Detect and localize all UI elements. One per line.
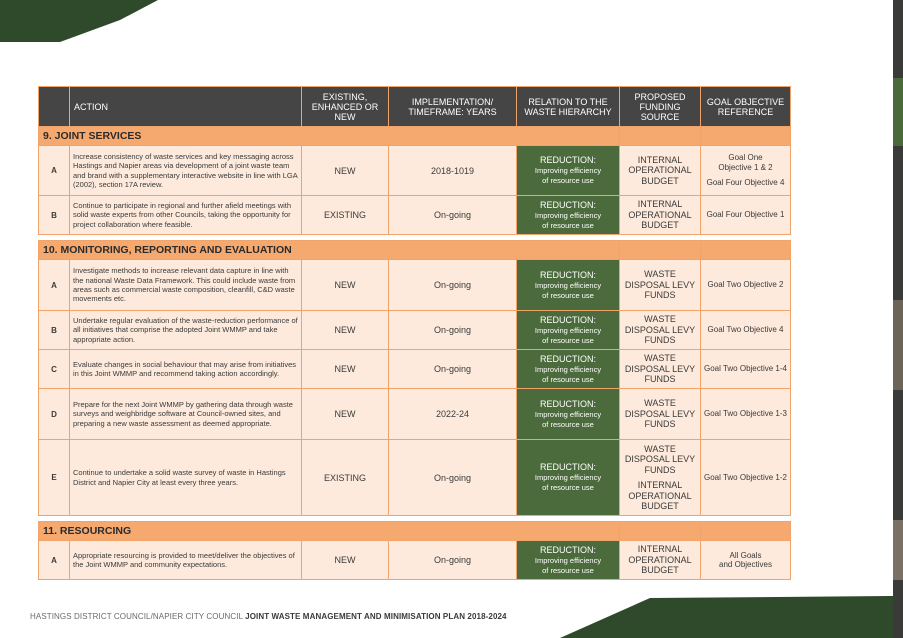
row-letter: A: [39, 260, 70, 311]
funding-source-cell: [620, 440, 701, 516]
table-row: [39, 350, 791, 389]
footer-plan-title: JOINT WASTE MANAGEMENT AND MINIMISATION PLAN 2018-2024: [245, 612, 507, 621]
cell-line: WASTE: [644, 443, 676, 454]
cell-line: WASTE: [644, 353, 676, 364]
header-letter: [39, 87, 70, 127]
waste-hierarchy-cell: [517, 350, 620, 389]
cell-line: OPERATIONAL: [628, 490, 692, 501]
action-plan-table: [38, 86, 791, 580]
header-action: ACTION: [70, 87, 302, 127]
hierarchy-line: REDUCTION:: [540, 544, 596, 555]
hierarchy-line: Improving efficiency: [534, 325, 602, 335]
hierarchy-line: of resource use: [542, 335, 594, 345]
cell-line: Objective 1 & 2: [718, 162, 773, 172]
header-implementation: IMPLEMENTATION/ TIMEFRAME: YEARS: [389, 87, 517, 127]
cell-line: INTERNAL: [637, 544, 683, 555]
cell-line: DISPOSAL LEVY: [624, 324, 696, 335]
section-fill: [620, 241, 701, 260]
hierarchy-line: REDUCTION:: [540, 398, 596, 409]
row-letter: A: [39, 146, 70, 196]
cell-line: BUDGET: [641, 501, 679, 511]
cell-line: INTERNAL: [637, 199, 683, 210]
cell-line: Goal Two Objective 4: [707, 325, 784, 335]
waste-hierarchy-cell: [517, 260, 620, 311]
row-letter: A: [39, 541, 70, 580]
table-row: [39, 196, 791, 235]
hierarchy-line: of resource use: [542, 419, 594, 429]
waste-hierarchy-cell: [517, 146, 620, 196]
section-title: 11. RESOURCING: [39, 522, 620, 541]
cell-line: FUNDS: [644, 290, 676, 301]
hierarchy-line: Improving efficiency: [534, 280, 602, 290]
hierarchy-line: REDUCTION:: [540, 199, 596, 210]
cell-line: Goal Two Objective 1-2: [703, 472, 787, 482]
hierarchy-line: Improving efficiency: [534, 409, 602, 419]
action-description: Continue to participate in regional and further afield meetings with solid waste experts from other Councils, taking the opportunity for project collaboration where feasible.: [70, 196, 302, 235]
section-fill: [701, 127, 791, 146]
goal-reference-cell: [701, 260, 791, 311]
funding-source-cell: [620, 146, 701, 196]
header-funding: PROPOSED FUNDING SOURCE: [620, 87, 701, 127]
header-existing: EXISTING, ENHANCED OR NEW: [302, 87, 389, 127]
row-letter: B: [39, 196, 70, 235]
goal-reference-cell: [701, 196, 791, 235]
page-footer: [30, 612, 507, 621]
cell-line: All Goals: [729, 550, 762, 560]
hierarchy-line: REDUCTION:: [540, 155, 596, 165]
cell-line: DISPOSAL LEVY: [624, 279, 696, 290]
status-cell: NEW: [302, 350, 389, 389]
action-description: Investigate methods to increase relevant data capture in line with the national Waste Data Framework. This could include waste from areas such as commercial waste composition, cleanfill, C&D waste movements etc.: [70, 260, 302, 311]
status-cell: NEW: [302, 389, 389, 440]
row-letter: D: [39, 389, 70, 440]
timeframe-cell: On-going: [389, 260, 517, 311]
table-row: [39, 541, 791, 580]
waste-hierarchy-cell: [517, 389, 620, 440]
funding-source-cell: [620, 541, 701, 580]
status-cell: NEW: [302, 260, 389, 311]
timeframe-cell: 2018-1019: [389, 146, 517, 196]
cell-line: Goal One: [728, 153, 763, 163]
page-edge-strip: [893, 0, 903, 638]
table-row: [39, 260, 791, 311]
row-letter: C: [39, 350, 70, 389]
hierarchy-line: REDUCTION:: [540, 269, 596, 280]
section-header-row: [39, 241, 791, 260]
cell-line: FUNDS: [644, 335, 676, 346]
section-title: 9. JOINT SERVICES: [39, 127, 620, 146]
hierarchy-line: Improving efficiency: [534, 364, 602, 374]
action-description: Undertake regular evaluation of the waste-reduction performance of all initiatives that comprise the adopted Joint WMMP and take appropriate action.: [70, 311, 302, 350]
cell-line: OPERATIONAL: [628, 554, 692, 565]
status-cell: EXISTING: [302, 440, 389, 516]
section-fill: [620, 127, 701, 146]
goal-reference-cell: [701, 389, 791, 440]
cell-line: Goal Two Objective 1-3: [703, 409, 787, 419]
cell-line: FUNDS: [644, 419, 676, 430]
cell-line: FUNDS: [644, 464, 676, 475]
funding-source-cell: [620, 350, 701, 389]
hierarchy-line: of resource use: [542, 290, 594, 300]
cell-line: DISPOSAL LEVY: [624, 408, 696, 419]
funding-source-cell: [620, 389, 701, 440]
waste-hierarchy-cell: [517, 440, 620, 516]
header-relation: RELATION TO THE WASTE HIERARCHY: [517, 87, 620, 127]
hierarchy-line: of resource use: [542, 220, 594, 230]
waste-hierarchy-cell: [517, 541, 620, 580]
footer-org: HASTINGS DISTRICT COUNCIL/NAPIER CITY COUNCIL: [30, 612, 243, 621]
timeframe-cell: On-going: [389, 541, 517, 580]
cell-line: Goal Four Objective 1: [706, 210, 785, 220]
timeframe-cell: On-going: [389, 196, 517, 235]
table-row: [39, 311, 791, 350]
hierarchy-line: of resource use: [542, 483, 594, 492]
cell-line: DISPOSAL LEVY: [624, 363, 696, 374]
goal-reference-cell: [701, 541, 791, 580]
hierarchy-line: REDUCTION:: [540, 353, 596, 364]
table-row: [39, 146, 791, 196]
cell-line: Goal Four Objective 4: [706, 178, 785, 188]
funding-source-cell: [620, 260, 701, 311]
status-cell: EXISTING: [302, 196, 389, 235]
status-cell: NEW: [302, 311, 389, 350]
cell-line: BUDGET: [641, 175, 679, 186]
funding-source-cell: [620, 196, 701, 235]
timeframe-cell: On-going: [389, 311, 517, 350]
goal-reference-cell: [701, 311, 791, 350]
status-cell: NEW: [302, 146, 389, 196]
cell-line: DISPOSAL LEVY: [624, 454, 696, 464]
section-title: 10. MONITORING, REPORTING AND EVALUATION: [39, 241, 620, 260]
row-letter: B: [39, 311, 70, 350]
action-description: Prepare for the next Joint WMMP by gathering data through waste surveys and weighbridge software at Council-owned sites, and preparing a new waste assessment as deemed appropriate.: [70, 389, 302, 440]
header-goal: GOAL OBJECTIVE REFERENCE: [701, 87, 791, 127]
waste-hierarchy-cell: [517, 311, 620, 350]
goal-reference-cell: [701, 146, 791, 196]
section-fill: [620, 522, 701, 541]
section-header-row: [39, 127, 791, 146]
section-fill: [701, 522, 791, 541]
cell-line: Goal Two Objective 2: [707, 280, 784, 290]
cell-line: Goal Two Objective 1-4: [703, 364, 787, 374]
cell-line: OPERATIONAL: [628, 209, 692, 220]
row-letter: E: [39, 440, 70, 516]
hierarchy-line: of resource use: [542, 374, 594, 384]
hierarchy-line: Improving efficiency: [534, 473, 602, 482]
timeframe-cell: On-going: [389, 440, 517, 516]
cell-line: INTERNAL: [637, 480, 683, 490]
action-description: Evaluate changes in social behaviour that may arise from initiatives in this Joint WMMP and recommend taking action accordingly.: [70, 350, 302, 389]
timeframe-cell: 2022-24: [389, 389, 517, 440]
section-fill: [701, 241, 791, 260]
table-row: [39, 389, 791, 440]
funding-source-cell: [620, 311, 701, 350]
hierarchy-line: Improving efficiency: [534, 555, 602, 565]
goal-reference-cell: [701, 350, 791, 389]
hierarchy-line: of resource use: [542, 565, 594, 575]
cell-line: and Objectives: [719, 560, 772, 569]
cell-line: FUNDS: [644, 374, 676, 385]
table-header-row: [39, 87, 791, 127]
status-cell: NEW: [302, 541, 389, 580]
cell-line: WASTE: [644, 398, 676, 409]
cell-line: OPERATIONAL: [628, 165, 692, 176]
hierarchy-line: Improving efficiency: [534, 210, 602, 220]
hierarchy-line: REDUCTION:: [540, 314, 596, 325]
action-description: Increase consistency of waste services and key messaging across Hastings and Napier areas via development of a joint waste team and brand with a supplementary interactive website in line with LGA (2002), section 17A review.: [70, 146, 302, 196]
goal-reference-cell: [701, 440, 791, 516]
action-description: Continue to undertake a solid waste survey of waste in Hastings District and Napier City at least every three years.: [70, 440, 302, 516]
waste-hierarchy-cell: [517, 196, 620, 235]
cell-line: BUDGET: [641, 220, 679, 231]
cell-line: WASTE: [644, 314, 676, 325]
timeframe-cell: On-going: [389, 350, 517, 389]
cell-line: INTERNAL: [637, 154, 683, 165]
hierarchy-line: Improving efficiency: [534, 166, 602, 175]
cell-line: BUDGET: [641, 565, 679, 576]
hierarchy-line: REDUCTION:: [540, 462, 596, 472]
hierarchy-line: of resource use: [542, 176, 594, 185]
cell-line: WASTE: [644, 269, 676, 280]
section-header-row: [39, 522, 791, 541]
action-description: Appropriate resourcing is provided to meet/deliver the objectives of the Joint WMMP and community expectations.: [70, 541, 302, 580]
table-row: [39, 440, 791, 516]
